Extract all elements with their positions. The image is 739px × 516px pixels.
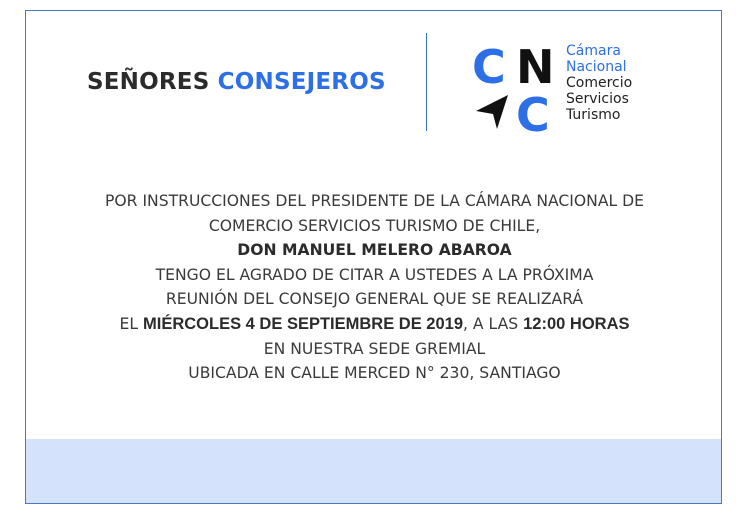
- header-divider: [426, 33, 427, 131]
- logo-wordmark: [566, 43, 632, 123]
- logo-line-comercio: Comercio: [566, 75, 633, 91]
- logo-line-servicios: Servicios: [566, 91, 629, 107]
- logo-line-camara: Cámara: [566, 43, 621, 59]
- body-line-7: EN NUESTRA SEDE GREMIAL: [263, 339, 486, 358]
- logo-letter-n: N: [516, 40, 555, 94]
- body-line-5: REUNIÓN DEL CONSEJO GENERAL QUE SE REALIZARÁ: [165, 290, 584, 309]
- logo-line-turismo: Turismo: [566, 107, 621, 123]
- meeting-datetime-line: [26, 312, 722, 337]
- meeting-address: UBICADA EN CALLE MERCED N° 230, SANTIAGO: [188, 364, 561, 383]
- invitation-card: [25, 10, 722, 504]
- body-line-4: TENGO EL AGRADO DE CITAR A USTEDES A LA PRÓXIMA: [155, 265, 594, 284]
- footer-band: [26, 439, 721, 503]
- logo-line-nacional: Nacional: [566, 59, 627, 75]
- time-prefix: , A LAS: [463, 314, 524, 333]
- logo-letter-c-bottom: C: [516, 88, 550, 134]
- president-name: DON MANUEL MELERO ABAROA: [237, 241, 512, 260]
- body-line-2: COMERCIO SERVICIOS TURISMO DE CHILE,: [208, 216, 541, 235]
- date-prefix: EL: [119, 314, 143, 333]
- invitation-body: [26, 189, 722, 386]
- header-title: [87, 69, 386, 95]
- logo-letter-c-top: C: [472, 40, 506, 94]
- meeting-date: MIÉRCOLES 4 DE SEPTIEMBRE DE 2019: [143, 314, 464, 333]
- body-line-1: POR INSTRUCCIONES DEL PRESIDENTE DE LA CÁMARA NACIONAL DE: [104, 192, 645, 210]
- title-part-senores: SEÑORES: [87, 69, 218, 95]
- meeting-time: 12:00 HORAS: [523, 314, 630, 333]
- title-part-consejeros: CONSEJEROS: [217, 69, 386, 95]
- arrow-cursor-icon: [476, 95, 508, 129]
